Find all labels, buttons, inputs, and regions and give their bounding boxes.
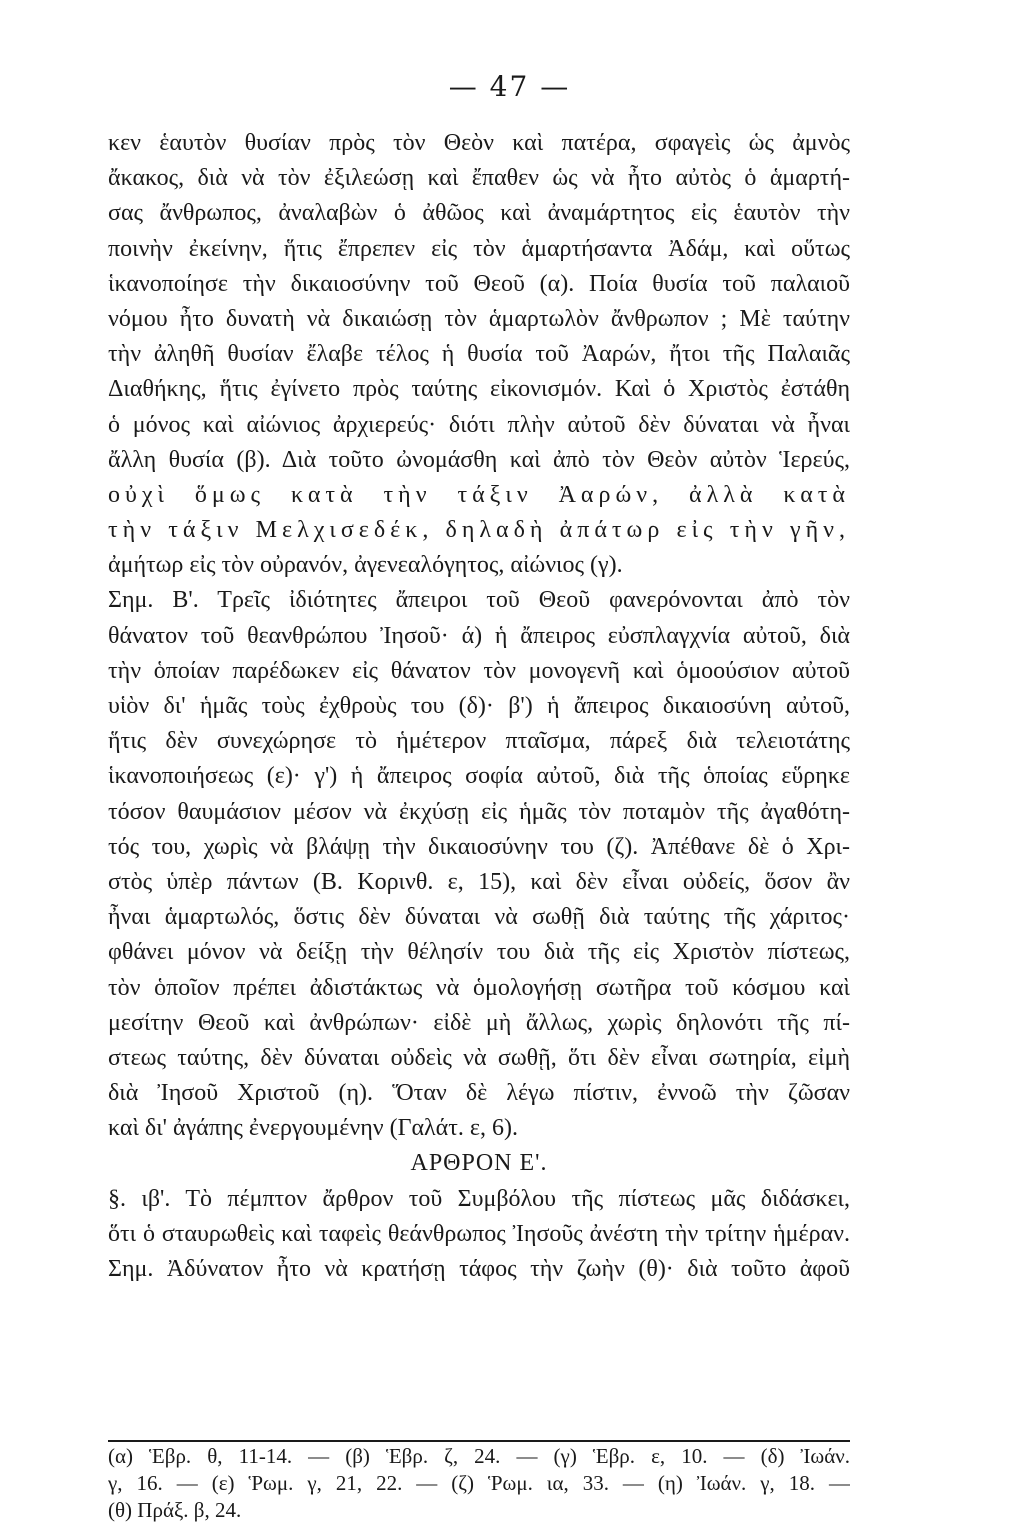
text-line: τὴν ἀληθῆ θυσίαν ἔλαβε τέλος ἡ θυσία τοῦ Ἀαρών, ἤτοι τῆς Παλαιᾶς	[108, 341, 850, 368]
text-line: φθάνει μόνον νὰ δείξῃ τὴν θέλησίν του διὰ τῆς εἰς Χριστὸν πίστεως,	[108, 939, 850, 966]
text-line: θάνατον τοῦ θεανθρώπου Ἰησοῦ· ά) ἡ ἄπειρος εὐσπλαγχνία αὐτοῦ, διὰ	[108, 622, 850, 649]
text-line: ἱκανοποίησε τὴν δικαιοσύνην τοῦ Θεοῦ (α). Ποία θυσία τοῦ παλαιοῦ	[108, 270, 850, 297]
text-line: μεσίτην Θεοῦ καὶ ἀνθρώπων· εἰδὲ μὴ ἄλλως, χωρὶς δηλονότι τῆς πί-	[108, 1009, 850, 1036]
footnotes	[108, 1443, 850, 1524]
text-line: σας ἄνθρωπος, ἀναλαβὼν ὁ ἀθῶος καὶ ἀναμάρτητος εἰς ἑαυτὸν τὴν	[108, 200, 850, 227]
text-line: τός του, χωρὶς νὰ βλάψῃ τὴν δικαιοσύνην του (ζ). Ἀπέθανε δὲ ὁ Χρι-	[108, 833, 850, 860]
footnote-divider	[108, 1440, 850, 1442]
footnote-line: γ, 16. — (ε) Ῥωμ. γ, 21, 22. — (ζ) Ῥωμ. ια, 33. — (η) Ἰωάν. γ, 18. —	[108, 1471, 850, 1495]
article-line: Σημ. Ἀδύνατον ἦτο νὰ κρατήσῃ τάφος τὴν ζωὴν (θ)· διὰ τοῦτο ἀφοῦ	[108, 1256, 850, 1282]
body-text	[108, 126, 850, 1287]
text-line: ἥτις δὲν συνεχώρησε τὸ ἡμέτερον πταῖσμα, πάρεξ διὰ τελειοτάτης	[108, 728, 850, 755]
text-line: ἱκανοποιήσεως (ε)· γ') ἡ ἄπειρος σοφία αὐτοῦ, διὰ τῆς ὁποίας εὕρηκε	[108, 763, 850, 790]
footnote-line: (θ) Πράξ. β, 24.	[108, 1498, 242, 1522]
text-line: διὰ Ἰησοῦ Χριστοῦ (η). Ὅταν δὲ λέγω πίστιν, ἐννοῶ τὴν ζῶσαν	[108, 1080, 850, 1107]
text-line: ἄλλη θυσία (β). Διὰ τοῦτο ὠνομάσθη καὶ ἀπὸ τὸν Θεὸν αὐτὸν Ἱερεύς,	[108, 446, 850, 473]
text-line: καὶ δι' ἀγάπης ἐνεργουμένην (Γαλάτ. ε, 6).	[108, 1115, 518, 1142]
page-number: — 47 —	[448, 70, 571, 103]
text-line: ποινὴν ἐκείνην, ἥτις ἔπρεπεν εἰς τὸν ἁμαρτήσαντα Ἀδάμ, καὶ οὕτως	[108, 235, 850, 262]
text-line: τόσον θαυμάσιον μέσον νὰ ἐκχύσῃ εἰς ἡμᾶς τὸν ποταμὸν τῆς ἀγαθότη-	[108, 798, 850, 825]
text-line: ἄκακος, διὰ νὰ τὸν ἐξιλεώσῃ καὶ ἔπαθεν ὡς νὰ ἦτο αὐτὸς ὁ ἁμαρτή-	[108, 165, 850, 192]
text-line: ὁ μόνος καὶ αἰώνιος ἀρχιερεύς· διότι πλὴν αὐτοῦ δὲν δύναται νὰ ἦναι	[108, 411, 850, 438]
text-line-spaced: οὐχὶ ὅμως κατὰ τὴν τάξιν Ἀαρών, ἀλλὰ κατὰ	[108, 481, 850, 508]
text-line: ἦναι ἁμαρτωλός, ὅστις δὲν δύναται νὰ σωθῇ διὰ ταύτης τῆς χάριτος·	[108, 904, 850, 931]
text-line: κεν ἑαυτὸν θυσίαν πρὸς τὸν Θεὸν καὶ πατέρα, σφαγεὶς ὡς ἀμνὸς	[108, 130, 850, 156]
text-line: Διαθήκης, ἥτις ἐγίνετο πρὸς ταύτης εἰκονισμόν. Καὶ ὁ Χριστὸς ἐστάθη	[108, 376, 850, 403]
text-line: Σημ. Β'. Τρεῖς ἰδιότητες ἄπειροι τοῦ Θεοῦ φανερόνονται ἀπὸ τὸν	[108, 587, 850, 614]
text-line: ἀμήτωρ εἰς τὸν οὐρανόν, ἀγενεαλόγητος, αἰώνιος (γ).	[108, 552, 623, 579]
text-line: υἱὸν δι' ἡμᾶς τοὺς ἐχθροὺς του (δ)· β') ἡ ἄπειρος δικαιοσύνη αὐτοῦ,	[108, 693, 850, 719]
text-line: νόμου ἦτο δυνατὴ νὰ δικαιώσῃ τὸν ἁμαρτωλὸν ἄνθρωπον ; Μὲ ταύτην	[108, 305, 850, 332]
text-line: στεως ταύτης, δὲν δύναται οὐδεὶς νὰ σωθῇ, ὅτι δὲν εἶναι σωτηρία, εἰμὴ	[108, 1044, 850, 1071]
article-line: §. ιβ'. Τὸ πέμπτον ἄρθρον τοῦ Συμβόλου τῆς πίστεως μᾶς διδάσκει,	[108, 1185, 850, 1212]
article-line: ὅτι ὁ σταυρωθεὶς καὶ ταφεὶς θεάνθρωπος Ἰησοῦς ἀνέστη τὴν τρίτην ἡμέραν.	[108, 1220, 850, 1247]
text-line-spaced: τὴν τάξιν Μελχισεδέκ, δηλαδὴ ἀπάτωρ εἰς τὴν γῆν,	[108, 517, 850, 544]
article-heading: ΑΡΘΡΟΝ Ε'.	[410, 1150, 548, 1177]
text-line: τὴν ὁποίαν παρέδωκεν εἰς θάνατον τὸν μονογενῆ καὶ ὁμοούσιον αὐτοῦ	[108, 657, 850, 684]
footnote-line: (α) Ἑβρ. θ, 11-14. — (β) Ἑβρ. ζ, 24. — (γ) Ἑβρ. ε, 10. — (δ) Ἰωάν.	[108, 1444, 850, 1468]
text-line: τὸν ὁποῖον πρέπει ἀδιστάκτως νὰ ὁμολογήσῃ σωτῆρα τοῦ κόσμου καὶ	[108, 974, 850, 1001]
text-line: στὸς ὑπὲρ πάντων (Β. Κορινθ. ε, 15), καὶ δὲν εἶναι οὐδείς, ὅσον ἂν	[108, 868, 850, 895]
